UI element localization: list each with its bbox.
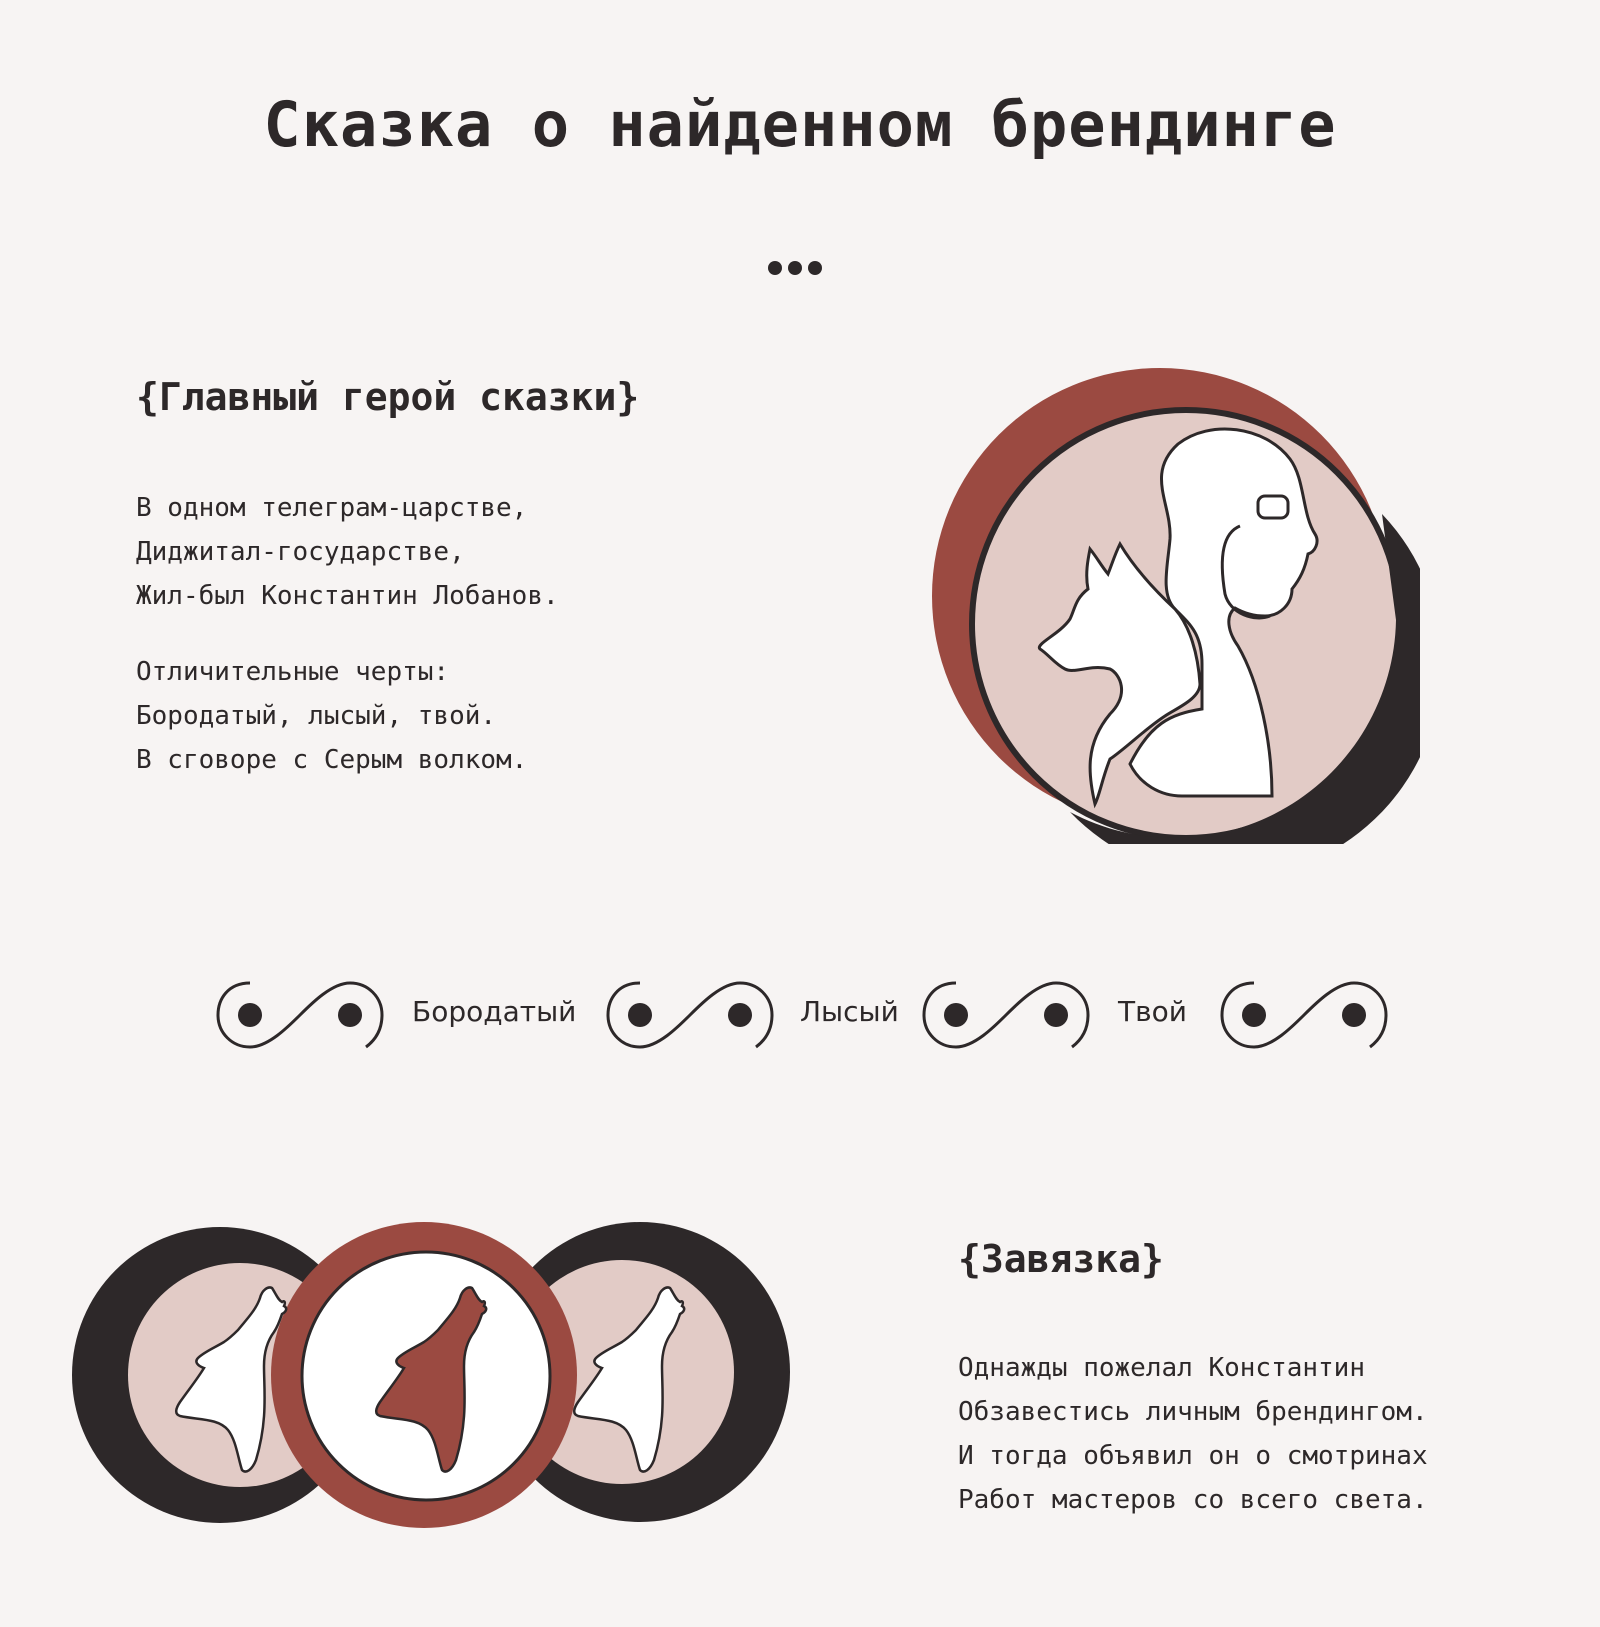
trait-word-bearded: Бородатый xyxy=(412,995,577,1028)
hero-traits-line: В сговоре с Серым волком. xyxy=(136,745,528,775)
trait-word-yours: Твой xyxy=(1118,995,1187,1028)
page-title: Сказка о найденном брендинге xyxy=(263,88,1337,161)
plot-line: Обзавестись личным брендингом. xyxy=(958,1397,1428,1427)
plot-line: И тогда объявил он о смотринах xyxy=(958,1441,1428,1471)
trait-word-bald: Лысый xyxy=(800,995,899,1028)
infinity-eyes-icon xyxy=(600,975,780,1055)
hero-intro-line: В одном телеграм-царстве, xyxy=(136,493,528,523)
hero-traits-line: Отличительные черты: xyxy=(136,657,450,687)
plot-line: Однажды пожелал Константин xyxy=(958,1353,1365,1383)
divider-dot xyxy=(788,261,802,275)
howling-wolves-illustration xyxy=(60,1220,800,1530)
hero-heading: {Главный герой сказки} xyxy=(136,375,640,419)
plot-text xyxy=(958,1346,1428,1522)
divider-dot xyxy=(808,261,822,275)
traits-row xyxy=(0,975,1600,1085)
ellipsis-divider xyxy=(768,261,822,275)
infinity-eyes-icon xyxy=(1214,975,1394,1055)
hero-intro-line: Жил-был Константин Лобанов. xyxy=(136,581,559,611)
plot-line: Работ мастеров со всего света. xyxy=(958,1485,1428,1515)
infinity-eyes-icon xyxy=(210,975,390,1055)
bearded-man-wolf-emblem-icon xyxy=(920,364,1420,844)
divider-dot xyxy=(768,261,782,275)
hero-intro-text xyxy=(136,486,559,618)
plot-heading: {Завязка} xyxy=(958,1237,1164,1281)
hero-traits-line: Бородатый, лысый, твой. xyxy=(136,701,497,731)
eye-outline xyxy=(1258,496,1288,518)
hero-traits-text xyxy=(136,650,527,782)
hero-intro-line: Диджитал-государстве, xyxy=(136,537,465,567)
infinity-eyes-icon xyxy=(916,975,1096,1055)
